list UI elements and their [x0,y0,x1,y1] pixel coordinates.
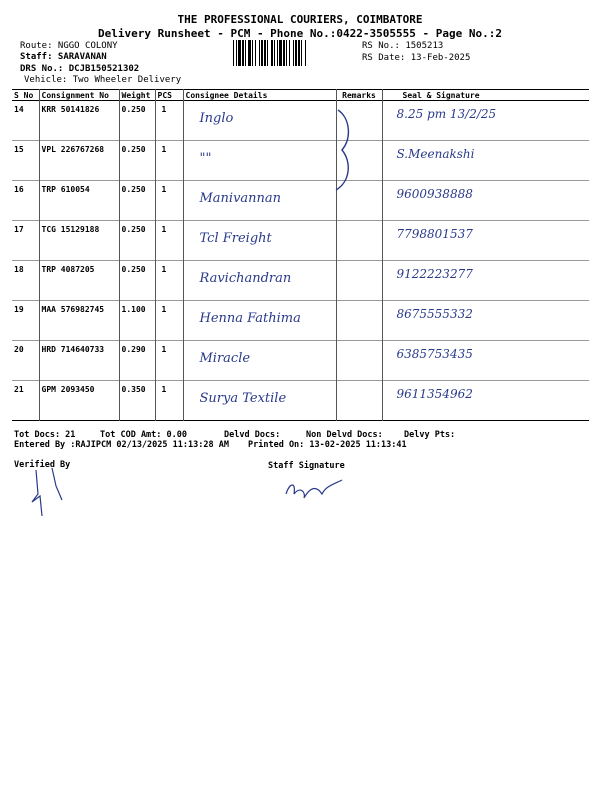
consignment-cell: GPM 2093450 [39,381,119,421]
weight-cell: 0.290 [119,341,155,381]
consignment-cell: HRD 714640733 [39,341,119,381]
consignee-cell [183,221,336,261]
signature-handwriting: S.Meenakshi [396,147,475,161]
table-row [12,181,589,221]
signature-cell [382,101,589,141]
consignment-cell: TCG 15129188 [39,221,119,261]
pcs-cell: 1 [155,181,183,221]
company-title: THE PROFESSIONAL COURIERS, COIMBATORE [177,13,423,26]
signature-cell [382,301,589,341]
pcs-cell: 1 [155,261,183,301]
table-row [12,141,589,181]
consignment-cell: VPL 226767268 [39,141,119,181]
sno-cell: 18 [12,261,39,301]
consignee-handwriting: Henna Fathima [199,311,301,326]
delivery-points: Delvy Pts: [404,430,456,440]
col-header-pcs: PCS [155,90,183,101]
consignee-cell [183,101,336,141]
col-header-remarks: Remarks [336,90,382,101]
rs-number: RS No.: 1505213 [362,41,444,51]
runsheet-subtitle: Delivery Runsheet - PCM - Phone No.:0422-3505555 - Page No.:2 [98,27,502,40]
col-header-consignee: Consignee Details [183,90,336,101]
sno-cell: 19 [12,301,39,341]
brace-mark-icon [330,108,356,192]
remarks-cell [336,381,382,421]
verified-by-label: Verified By [14,460,71,470]
sno-cell: 15 [12,141,39,181]
consignee-handwriting: Tcl Freight [199,231,272,246]
rs-date: RS Date: 13-Feb-2025 [362,53,471,63]
col-header-signature: Seal & Signature [402,90,480,100]
verifier-signature-icon [22,466,82,520]
table-row [12,101,589,141]
sno-cell: 16 [12,181,39,221]
table-header-row [12,90,589,101]
consignee-cell [183,301,336,341]
remarks-cell [336,301,382,341]
consignee-handwriting: Surya Textile [199,391,287,406]
weight-cell: 1.100 [119,301,155,341]
signature-handwriting: 9600938888 [396,187,473,201]
table-row [12,221,589,261]
consignee-handwriting: Miracle [199,351,251,366]
signature-cell [382,141,589,181]
consignment-cell: MAA 576982745 [39,301,119,341]
consignee-handwriting: Manivannan [199,191,282,206]
remarks-cell [336,261,382,301]
table-row [12,301,589,341]
consignment-cell: KRR 50141826 [39,101,119,141]
signature-cell [382,221,589,261]
pcs-cell: 1 [155,301,183,341]
pcs-cell: 1 [155,141,183,181]
consignee-cell [183,141,336,181]
weight-cell: 0.250 [119,181,155,221]
signature-handwriting: 8675555332 [396,307,473,321]
table-row [12,261,589,301]
staff-signature-label: Staff Signature [268,461,345,471]
signature-cell [382,181,589,221]
pcs-cell: 1 [155,101,183,141]
consignee-handwriting: "" [199,151,212,166]
consignment-cell: TRP 4087205 [39,261,119,301]
non-delivered-docs: Non Delvd Docs: [306,430,383,440]
signature-handwriting: 6385753435 [396,347,473,361]
delivered-docs: Delvd Docs: [224,430,281,440]
weight-cell: 0.250 [119,141,155,181]
consignment-cell: TRP 610054 [39,181,119,221]
consignee-cell [183,181,336,221]
signature-cell [382,341,589,381]
sno-cell: 14 [12,101,39,141]
runsheet-table [12,89,589,421]
sno-cell: 21 [12,381,39,421]
route-label: Route: NGGO COLONY [20,41,118,51]
weight-cell: 0.250 [119,261,155,301]
signature-handwriting: 9122223277 [396,267,473,281]
remarks-cell [336,341,382,381]
total-cod-amount: Tot COD Amt: 0.00 [100,430,187,440]
pcs-cell: 1 [155,221,183,261]
consignee-cell [183,381,336,421]
staff-signature-icon [282,474,354,504]
col-header-weight: Weight [119,90,155,101]
consignee-cell [183,261,336,301]
weight-cell: 0.350 [119,381,155,421]
barcode [232,40,358,66]
pcs-cell: 1 [155,341,183,381]
remarks-cell [336,221,382,261]
vehicle-label: Vehicle: Two Wheeler Delivery [24,75,182,85]
consignee-cell [183,341,336,381]
weight-cell: 0.250 [119,221,155,261]
weight-cell: 0.250 [119,101,155,141]
drs-number: DRS No.: DCJB150521302 [20,64,140,74]
total-docs: Tot Docs: 21 [14,430,76,440]
signature-handwriting: 8.25 pm 13/2/25 [396,107,497,121]
signature-handwriting: 7798801537 [396,227,473,241]
entered-by: Entered By :RAJIPCM 02/13/2025 11:13:28 AM [14,440,229,450]
table-row [12,341,589,381]
table-row [12,381,589,421]
signature-handwriting: 9611354962 [396,387,473,401]
signature-cell [382,381,589,421]
signature-cell [382,261,589,301]
consignee-handwriting: Inglo [199,111,234,126]
sno-cell: 20 [12,341,39,381]
consignee-handwriting: Ravichandran [199,271,292,286]
col-header-sno: S No [12,90,39,101]
pcs-cell: 1 [155,381,183,421]
col-header-consignment: Consignment No [39,90,119,101]
sno-cell: 17 [12,221,39,261]
staff-label: Staff: SARAVANAN [20,52,107,62]
printed-on: Printed On: 13-02-2025 11:13:41 [248,440,407,450]
